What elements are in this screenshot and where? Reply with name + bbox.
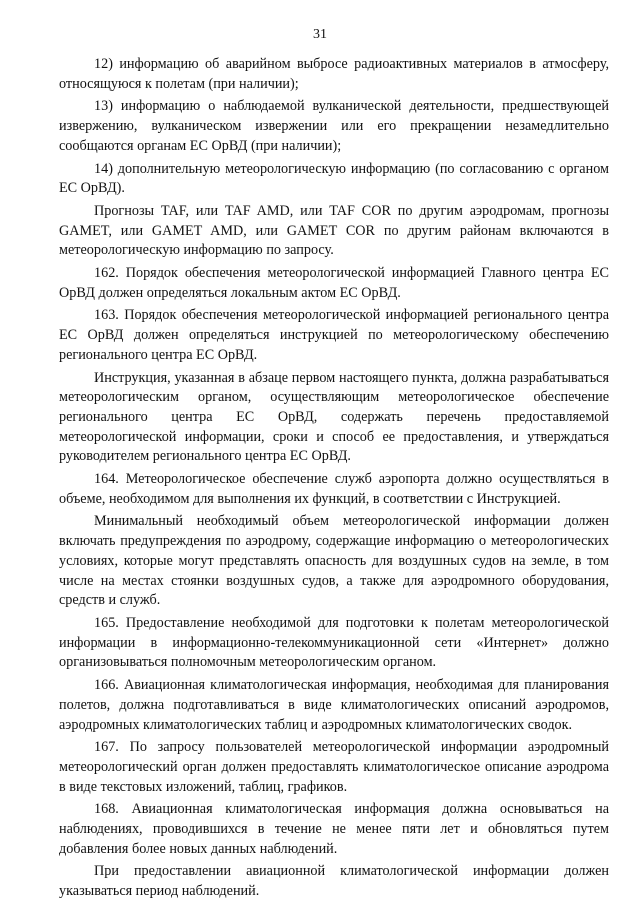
paragraph-item-12: 12) информацию об аварийном выбросе радиоактивных материалов в атмосферу, относящуюся к полетам (при наличии); [59, 56, 609, 92]
paragraph-163: 163. Порядок обеспечения метеорологической информацией регионального центра ЕС ОрВД должен определяться инструкцией по метеорологическому обеспечению регионального центра ЕС ОрВД. [59, 307, 609, 363]
paragraph-forecasts: Прогнозы TAF, или TAF AMD, или TAF COR по другим аэродромам, прогнозы GAMET, или GAMET AMD, или GAMET COR по другим районам включаются в метеорологическую информацию по запросу. [59, 202, 609, 259]
paragraph-165: 165. Предоставление необходимой для подготовки к полетам метеорологической информации в информационно-телекоммуникационной сети «Интернет» должно организовываться полномочным метеорологическим органом. [59, 614, 609, 671]
page-number: 31 [313, 27, 327, 42]
paragraph-164: 164. Метеорологическое обеспечение служб аэропорта должно осуществляться в объеме, необходимом для выполнения их функций, в соответствии с Инструкцией. [59, 471, 609, 507]
paragraph-observation-period: При предоставлении авиационной климатологической информации должен указываться период наблюдений. [59, 863, 609, 900]
paragraph-162: 162. Порядок обеспечения метеорологической информацией Главного центра ЕС ОрВД должен определяться локальным актом ЕС ОрВД. [59, 265, 609, 301]
paragraph-minimum-volume: Минимальный необходимый объем метеорологической информации должен включать предупреждения по аэродрому, содержащие информацию о метеорологических условиях, которые могут представлять опасность для воздушных судов на земле, в том числе на местах стоянки воздушных судов, а также для аэродромного оборудования, средств и служб. [59, 513, 609, 609]
paragraph-166: 166. Авиационная климатологическая информация, необходимая для планирования полетов, должна подготавливаться в виде климатологических описаний аэродромов, аэродромных климатологических таблиц и аэродромных климатологических сводок. [59, 677, 609, 733]
document-body [59, 55, 609, 902]
paragraph-168: 168. Авиационная климатологическая информация должна основываться на наблюдениях, проводившихся в течение не менее пяти лет и обновляться путем добавления более новых данных наблюдений. [59, 801, 609, 857]
paragraph-item-13: 13) информацию о наблюдаемой вулканической деятельности, предшествующей извержению, вулканическом извержении или его прекращении незамедлительно сообщаются органам ЕС ОрВД (при наличии); [59, 98, 609, 154]
paragraph-167: 167. По запросу пользователей метеорологической информации аэродромный метеорологический орган должен предоставлять климатологическое описание аэродрома в виде текстовых изложений, таблиц, графиков. [59, 739, 609, 795]
paragraph-instruction: Инструкция, указанная в абзаце первом настоящего пункта, должна разрабатываться метеорологическим органом, осуществляющим метеорологическое обеспечение регионального центра ЕС ОрВД, содержать перечень предоставляемой метеорологической информации, сроки и способ ее предоставления, и утверждаться руководителем регионального центра ЕС ОрВД. [59, 369, 609, 465]
paragraph-item-14: 14) дополнительную метеорологическую информацию (по согласованию с органом ЕС ОрВД). [59, 160, 609, 197]
